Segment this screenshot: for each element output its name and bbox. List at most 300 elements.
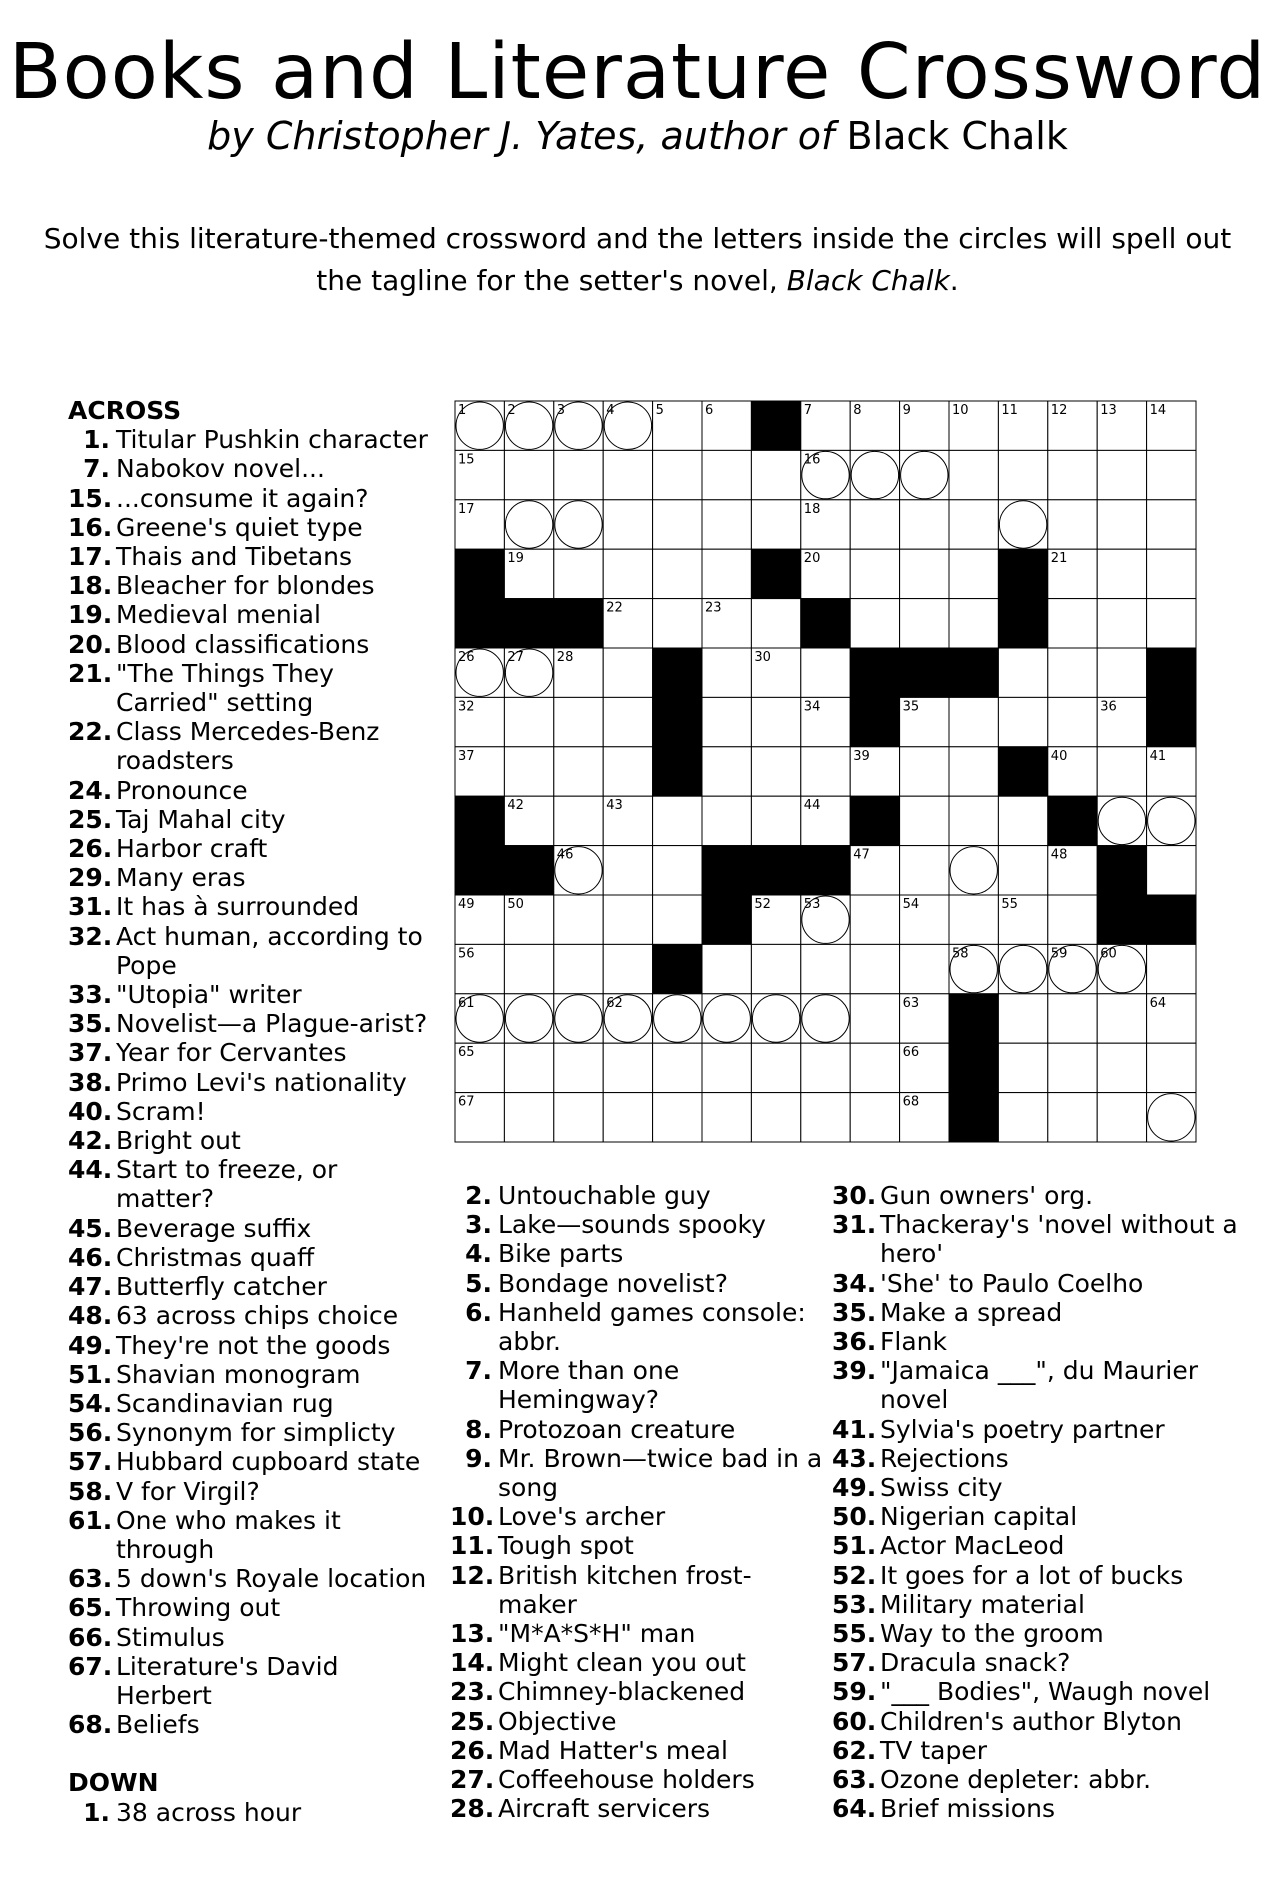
clue-number: 50. <box>832 1502 877 1532</box>
grid-cell[interactable] <box>702 1093 751 1142</box>
grid-cell[interactable] <box>554 500 603 549</box>
grid-cell[interactable] <box>1097 648 1146 697</box>
grid-cell[interactable] <box>998 944 1047 993</box>
across-clue <box>68 1418 438 1447</box>
clue-text: Bike parts <box>498 1239 624 1269</box>
grid-cell[interactable] <box>554 796 603 845</box>
grid-cell[interactable] <box>949 697 998 746</box>
down-clue <box>450 1677 830 1706</box>
cell-number: 14 <box>1149 403 1167 418</box>
clue-text: Beverage suffix <box>116 1213 312 1243</box>
grid-cell[interactable] <box>850 994 899 1043</box>
grid-cell[interactable] <box>653 500 702 549</box>
cell-number: 62 <box>606 995 623 1011</box>
grid-cell[interactable] <box>751 450 800 499</box>
clue-text: Brief missions <box>880 1794 1055 1824</box>
grid-cell[interactable] <box>504 944 553 993</box>
down-clue <box>832 1298 1252 1327</box>
across-clue <box>68 1652 438 1710</box>
grid-cell[interactable] <box>1147 796 1196 845</box>
grid-cell[interactable] <box>900 796 949 845</box>
grid-cell[interactable] <box>751 697 800 746</box>
down-clue <box>450 1502 830 1531</box>
grid-cell[interactable] <box>653 1093 702 1142</box>
grid-cell[interactable] <box>998 846 1047 895</box>
grid-cell[interactable] <box>653 549 702 598</box>
black-square <box>455 549 504 598</box>
grid-cell[interactable] <box>1097 500 1146 549</box>
clue-text: Sylvia's poetry partner <box>880 1414 1165 1444</box>
cell-number: 57 <box>655 946 673 962</box>
across-clues <box>68 396 438 1827</box>
down-clue <box>832 1415 1252 1444</box>
across-clue <box>68 1214 438 1243</box>
clue-text: Class Mercedes-Benz roadsters <box>116 717 380 776</box>
clue-text: Objective <box>498 1706 617 1736</box>
down-clue <box>450 1765 830 1794</box>
grid-cell[interactable] <box>900 944 949 993</box>
grid-cell[interactable] <box>998 450 1047 499</box>
clue-number: 47. <box>68 1272 113 1302</box>
grid-cell[interactable] <box>603 549 652 598</box>
across-clue <box>68 1301 438 1330</box>
clue-text: One who makes it through <box>116 1505 341 1564</box>
grid-cell[interactable] <box>653 846 702 895</box>
clue-text: Start to freeze, or matter? <box>116 1155 338 1214</box>
grid-cell[interactable] <box>1048 500 1097 549</box>
grid-cell[interactable] <box>1097 1093 1146 1142</box>
black-square <box>504 599 553 648</box>
grid-cell[interactable] <box>554 994 603 1043</box>
grid-cell[interactable] <box>1048 1093 1097 1142</box>
grid-cell[interactable] <box>900 500 949 549</box>
clue-text: Lake—sounds spooky <box>498 1210 766 1240</box>
clue-number: 49. <box>68 1330 113 1360</box>
clue-number: 64. <box>832 1794 877 1824</box>
clue-number: 22. <box>68 717 113 747</box>
grid-cell[interactable] <box>554 895 603 944</box>
page-title: Books and Literature Crossword <box>8 28 1267 117</box>
clue-text: Literature's David Herbert <box>116 1651 339 1710</box>
grid-cell[interactable] <box>702 1043 751 1092</box>
grid-cell[interactable] <box>850 549 899 598</box>
black-square <box>1097 846 1146 895</box>
grid-cell[interactable] <box>1097 796 1146 845</box>
clue-text: Throwing out <box>116 1593 281 1623</box>
across-clue <box>68 1477 438 1506</box>
grid-cell[interactable] <box>1048 1043 1097 1092</box>
cell-number: 13 <box>1100 403 1117 418</box>
grid-cell[interactable] <box>702 796 751 845</box>
grid-cell[interactable] <box>504 747 553 796</box>
grid-cell[interactable] <box>850 450 899 499</box>
clue-text: Hubbard cupboard state <box>116 1447 421 1477</box>
clue-text: Might clean you out <box>498 1648 746 1678</box>
down-clue <box>450 1269 830 1298</box>
grid-cell[interactable] <box>998 1043 1047 1092</box>
grid-cell[interactable] <box>653 599 702 648</box>
clue-number: 51. <box>832 1531 877 1561</box>
clue-number: 66. <box>68 1622 113 1652</box>
clue-text: Medieval menial <box>116 600 321 630</box>
across-clue <box>68 1243 438 1272</box>
grid-cell[interactable] <box>603 944 652 993</box>
across-clue <box>68 892 438 921</box>
down-clue <box>832 1210 1252 1268</box>
grid-cell[interactable] <box>603 846 652 895</box>
cell-number: 51 <box>705 897 722 912</box>
down-clue <box>450 1239 830 1268</box>
grid-cell[interactable] <box>653 450 702 499</box>
across-clue <box>68 630 438 659</box>
clue-number: 30. <box>832 1181 877 1210</box>
cell-number: 45 <box>1050 798 1068 814</box>
clue-number: 21. <box>68 658 113 688</box>
grid-cell[interactable] <box>998 500 1047 549</box>
clue-text: Shavian monogram <box>116 1359 361 1389</box>
grid-cell[interactable] <box>998 697 1047 746</box>
grid-cell[interactable] <box>850 599 899 648</box>
grid-cell[interactable] <box>603 450 652 499</box>
cell-number: 63 <box>902 995 920 1011</box>
grid-cell[interactable] <box>1147 846 1196 895</box>
clue-gap <box>68 1739 438 1768</box>
cell-number: 34 <box>803 699 821 715</box>
black-square <box>801 846 850 895</box>
cell-number: 65 <box>458 1045 475 1061</box>
grid-cell[interactable] <box>554 1043 603 1092</box>
clue-number: 14. <box>450 1648 495 1678</box>
black-square <box>998 549 1047 598</box>
across-clue <box>68 659 438 717</box>
clue-text: Actor MacLeod <box>880 1531 1065 1561</box>
clue-number: 67. <box>68 1651 113 1681</box>
grid-cell[interactable] <box>554 697 603 746</box>
clue-number: 28. <box>450 1794 495 1824</box>
down-clue <box>450 1444 830 1502</box>
grid-cell[interactable] <box>554 450 603 499</box>
clue-text: Untouchable guy <box>498 1181 711 1210</box>
clue-text: Stimulus <box>116 1622 225 1652</box>
clue-text: Rejections <box>880 1443 1009 1473</box>
grid-cell[interactable] <box>653 895 702 944</box>
clue-number: 41. <box>832 1414 877 1444</box>
clue-number: 68. <box>68 1710 113 1740</box>
black-square <box>850 796 899 845</box>
clue-text: Bright out <box>116 1126 241 1156</box>
clue-text: Thackeray's 'novel without a hero' <box>880 1210 1238 1269</box>
clue-text: "The Things They Carried" setting <box>116 658 334 718</box>
grid-cell[interactable] <box>1097 599 1146 648</box>
grid-cell[interactable] <box>702 747 751 796</box>
clue-text: Synonym for simplicty <box>116 1418 396 1448</box>
grid-cell[interactable] <box>751 747 800 796</box>
grid-cell[interactable] <box>998 796 1047 845</box>
grid-cell[interactable] <box>702 994 751 1043</box>
grid-cell[interactable] <box>504 450 553 499</box>
grid-cell[interactable] <box>801 944 850 993</box>
down-clue <box>450 1561 830 1619</box>
grid-cell[interactable] <box>504 994 553 1043</box>
grid-cell[interactable] <box>554 747 603 796</box>
grid-cell[interactable] <box>949 846 998 895</box>
clue-number: 18. <box>68 571 113 601</box>
clue-text: Scandinavian rug <box>116 1388 334 1418</box>
clue-text: It has à surrounded <box>116 892 360 922</box>
across-clue <box>68 1126 438 1155</box>
grid-cell[interactable] <box>949 549 998 598</box>
clue-text: Protozoan creature <box>498 1414 736 1444</box>
grid-cell[interactable] <box>949 599 998 648</box>
down-clue <box>450 1736 830 1765</box>
cell-number: 44 <box>803 798 821 814</box>
grid-cell[interactable] <box>603 648 652 697</box>
grid-cell[interactable] <box>850 1093 899 1142</box>
clue-text: Christmas quaff <box>116 1242 315 1272</box>
grid-cell[interactable] <box>998 648 1047 697</box>
grid-cell[interactable] <box>603 697 652 746</box>
grid-cell[interactable] <box>653 994 702 1043</box>
cell-number: 22 <box>606 600 623 616</box>
grid-cell[interactable] <box>702 697 751 746</box>
grid-cell[interactable] <box>603 747 652 796</box>
grid-cell[interactable] <box>702 549 751 598</box>
grid-cell[interactable] <box>554 1093 603 1142</box>
cell-number: 66 <box>902 1045 920 1061</box>
grid-cell[interactable] <box>900 599 949 648</box>
grid-cell[interactable] <box>1147 450 1196 499</box>
grid-cell[interactable] <box>1147 500 1196 549</box>
across-clue <box>68 776 438 805</box>
clue-number: 16. <box>68 512 113 542</box>
grid-cell[interactable] <box>603 1093 652 1142</box>
black-square <box>504 846 553 895</box>
grid-cell[interactable] <box>554 944 603 993</box>
grid-cell[interactable] <box>554 549 603 598</box>
grid-cell[interactable] <box>751 994 800 1043</box>
byline <box>0 111 1275 161</box>
grid-cell[interactable] <box>504 500 553 549</box>
across-clue <box>68 717 438 775</box>
grid-cell[interactable] <box>653 1043 702 1092</box>
grid-cell[interactable] <box>1048 648 1097 697</box>
grid-cell[interactable] <box>949 450 998 499</box>
across-clue <box>68 980 438 1009</box>
across-clue <box>68 484 438 513</box>
clue-text: "___ Bodies", Waugh novel <box>880 1677 1211 1707</box>
grid-cell[interactable] <box>751 944 800 993</box>
across-clue <box>68 1038 438 1067</box>
cell-number: 11 <box>1001 403 1018 418</box>
down-clue <box>832 1444 1252 1473</box>
grid-cell[interactable] <box>1097 1043 1146 1092</box>
down-list-part-2 <box>450 1181 830 1823</box>
grid-cell[interactable] <box>1097 549 1146 598</box>
grid-cell[interactable] <box>653 796 702 845</box>
clue-text: Bleacher for blondes <box>116 571 375 601</box>
grid-cell[interactable] <box>702 500 751 549</box>
clue-number: 24. <box>68 775 113 805</box>
clue-text: Ozone depleter: abbr. <box>880 1765 1152 1795</box>
black-square <box>949 1093 998 1142</box>
across-clue <box>68 1389 438 1418</box>
grid-cell[interactable] <box>1097 994 1146 1043</box>
grid-cell[interactable] <box>1147 944 1196 993</box>
grid-cell[interactable] <box>702 450 751 499</box>
cell-number: 59 <box>1050 946 1068 962</box>
grid-cell[interactable] <box>1048 994 1097 1043</box>
grid-cell[interactable] <box>900 747 949 796</box>
black-square <box>702 846 751 895</box>
across-clue <box>68 1506 438 1564</box>
clue-text: Butterfly catcher <box>116 1272 327 1302</box>
clue-text: ...consume it again? <box>116 483 369 513</box>
clue-text: Love's archer <box>498 1502 666 1532</box>
cell-number: 48 <box>1050 847 1068 863</box>
clue-text: It goes for a lot of bucks <box>880 1560 1184 1590</box>
down-clue <box>832 1356 1252 1414</box>
grid-cell[interactable] <box>850 500 899 549</box>
byline-prefix: by Christopher J. Yates, author of <box>207 114 835 158</box>
clue-text: V for Virgil? <box>116 1476 260 1506</box>
grid-cell[interactable] <box>1048 697 1097 746</box>
clue-number: 42. <box>68 1126 113 1156</box>
grid-cell[interactable] <box>998 1093 1047 1142</box>
grid-cell[interactable] <box>751 796 800 845</box>
clue-text: Taj Mahal city <box>116 804 286 834</box>
clue-text: Nigerian capital <box>880 1502 1078 1532</box>
clue-text: Make a spread <box>880 1297 1063 1327</box>
grid-cell[interactable] <box>900 549 949 598</box>
cell-number: 36 <box>1100 699 1117 715</box>
grid-cell[interactable] <box>603 895 652 944</box>
grid-cell[interactable] <box>801 1043 850 1092</box>
clue-text: TV taper <box>880 1735 987 1765</box>
across-list <box>68 425 438 1739</box>
down-clue <box>450 1181 830 1210</box>
clue-number: 9. <box>465 1443 492 1473</box>
grid-cell[interactable] <box>603 1043 652 1092</box>
clue-number: 54. <box>68 1388 113 1418</box>
cell-number: 1 <box>458 403 467 418</box>
down-clue <box>832 1648 1252 1677</box>
clue-number: 29. <box>68 863 113 893</box>
grid-cell[interactable] <box>751 500 800 549</box>
across-clue <box>68 1155 438 1213</box>
black-square <box>455 599 504 648</box>
clue-text: Flank <box>880 1327 947 1357</box>
clue-text: Greene's quiet type <box>116 512 363 542</box>
grid-cell[interactable] <box>504 697 553 746</box>
across-clue <box>68 863 438 892</box>
clue-text: Year for Cervantes <box>116 1038 347 1068</box>
black-square <box>998 747 1047 796</box>
black-square <box>1097 895 1146 944</box>
down-clue <box>450 1356 830 1414</box>
grid-cell[interactable] <box>702 944 751 993</box>
grid-svg[interactable] <box>454 400 1197 1143</box>
clue-number: 35. <box>832 1297 877 1327</box>
across-clue <box>68 513 438 542</box>
down-clue <box>832 1502 1252 1531</box>
clue-number: 8. <box>465 1414 492 1444</box>
clue-number: 57. <box>68 1447 113 1477</box>
grid-cell[interactable] <box>850 1043 899 1092</box>
grid-cell[interactable] <box>751 599 800 648</box>
grid-cell[interactable] <box>1048 450 1097 499</box>
crossword-grid[interactable] <box>454 400 1195 1141</box>
down-clue <box>450 1707 830 1736</box>
clue-text: Titular Pushkin character <box>116 425 428 455</box>
across-clue <box>68 1331 438 1360</box>
grid-cell[interactable] <box>801 648 850 697</box>
grid-cell[interactable] <box>949 796 998 845</box>
grid-cell[interactable] <box>1147 1043 1196 1092</box>
cell-number: 21 <box>1050 551 1068 567</box>
grid-cell[interactable] <box>850 895 899 944</box>
clue-number: 4. <box>465 1239 492 1269</box>
across-clue <box>68 1097 438 1126</box>
down-clue <box>832 1561 1252 1590</box>
clue-number: 44. <box>68 1155 113 1185</box>
grid-cell[interactable] <box>801 1093 850 1142</box>
cell-number: 4 <box>606 403 615 418</box>
grid-cell[interactable] <box>801 747 850 796</box>
grid-cell[interactable] <box>801 994 850 1043</box>
down-clue <box>68 1798 438 1827</box>
clue-number: 11. <box>450 1531 495 1561</box>
grid-cell[interactable] <box>900 450 949 499</box>
grid-cell[interactable] <box>949 747 998 796</box>
grid-cell[interactable] <box>949 500 998 549</box>
grid-cell[interactable] <box>504 1043 553 1092</box>
grid-cell[interactable] <box>1048 895 1097 944</box>
clue-text: 38 across hour <box>116 1797 302 1827</box>
grid-cell[interactable] <box>949 895 998 944</box>
clue-text: Tough spot <box>498 1531 634 1561</box>
intro-text <box>20 218 1255 302</box>
grid-cell[interactable] <box>1097 747 1146 796</box>
grid-cell[interactable] <box>850 944 899 993</box>
clue-number: 32. <box>68 921 113 951</box>
clue-number: 48. <box>68 1301 113 1331</box>
grid-cell[interactable] <box>1147 1093 1196 1142</box>
grid-cell[interactable] <box>1147 599 1196 648</box>
clue-number: 31. <box>68 892 113 922</box>
clue-number: 25. <box>450 1706 495 1736</box>
grid-cell[interactable] <box>1097 450 1146 499</box>
grid-cell[interactable] <box>900 846 949 895</box>
grid-cell[interactable] <box>504 1093 553 1142</box>
clue-text: More than one Hemingway? <box>498 1356 680 1415</box>
grid-cell[interactable] <box>751 1093 800 1142</box>
down-clue <box>450 1415 830 1444</box>
grid-cell[interactable] <box>1147 549 1196 598</box>
clue-text: Act human, according to Pope <box>116 921 423 980</box>
down-clue <box>450 1298 830 1356</box>
grid-cell[interactable] <box>702 648 751 697</box>
across-clue <box>68 805 438 834</box>
across-clue <box>68 1623 438 1652</box>
down-clue <box>832 1531 1252 1560</box>
grid-cell[interactable] <box>998 994 1047 1043</box>
grid-cell[interactable] <box>603 500 652 549</box>
grid-cell[interactable] <box>751 1043 800 1092</box>
clue-number: 13. <box>450 1619 495 1649</box>
grid-cell[interactable] <box>1048 599 1097 648</box>
cell-number: 30 <box>754 650 771 665</box>
clue-text: Children's author Blyton <box>880 1706 1183 1736</box>
